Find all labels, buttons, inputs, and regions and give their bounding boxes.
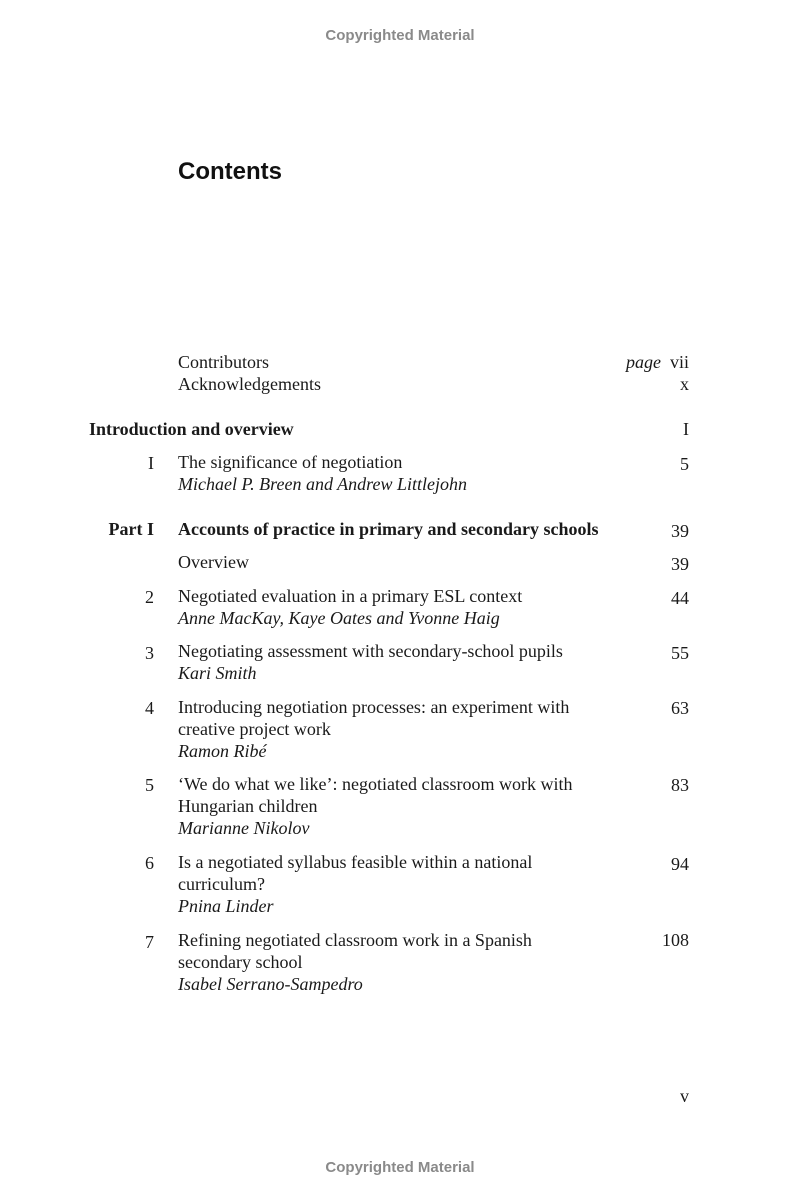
chapter-number: I — [148, 453, 154, 473]
toc-entry-page: I — [683, 419, 689, 439]
part-title: Accounts of practice in primary and secondary schools — [178, 519, 599, 539]
page-title: Contents — [178, 158, 282, 185]
chapter-number: 2 — [145, 587, 154, 607]
chapter-title-line: secondary school — [178, 952, 303, 972]
chapter-title: Negotiated evaluation in a primary ESL context — [178, 586, 523, 606]
toc-entry-page: 39 — [671, 554, 689, 574]
chapter-author: Ramon Ribé — [178, 741, 267, 761]
chapter-title-line: Refining negotiated classroom work in a Spanish — [178, 930, 532, 950]
chapter-page: 63 — [671, 698, 689, 718]
part-label: Part I — [108, 519, 154, 539]
chapter-author: Isabel Serrano-Sampedro — [178, 974, 363, 994]
chapter-page: 94 — [671, 854, 689, 874]
chapter-page: 55 — [671, 643, 689, 663]
chapter-title-line: Hungarian children — [178, 796, 318, 816]
part-page: 39 — [671, 521, 689, 541]
chapter-page: 5 — [680, 454, 689, 474]
toc-entry-title: Acknowledgements — [178, 374, 321, 394]
chapter-title-line: curriculum? — [178, 874, 265, 894]
chapter-title: The significance of negotiation — [178, 452, 403, 472]
watermark-top: Copyrighted Material — [325, 27, 475, 44]
chapter-author: Pnina Linder — [178, 896, 274, 916]
chapter-title-line: creative project work — [178, 719, 331, 739]
page-number: vii — [669, 352, 689, 372]
page-folio: v — [680, 1086, 689, 1106]
chapter-page: 83 — [671, 775, 689, 795]
chapter-number: 4 — [145, 698, 154, 718]
chapter-author: Michael P. Breen and Andrew Littlejohn — [178, 474, 467, 494]
chapter-title-line: ‘We do what we like’: negotiated classroom work with — [178, 774, 573, 794]
chapter-page: 44 — [671, 588, 689, 608]
chapter-author: Kari Smith — [178, 663, 257, 683]
page-prefix: page — [625, 352, 661, 372]
chapter-page: 108 — [662, 930, 689, 950]
watermark-bottom: Copyrighted Material — [325, 1159, 475, 1176]
chapter-title-line: Introducing negotiation processes: an experiment with — [178, 697, 570, 717]
chapter-number: 5 — [145, 775, 154, 795]
chapter-number: 6 — [145, 853, 154, 873]
toc-entry-title: Contributors — [178, 352, 270, 372]
chapter-number: 7 — [145, 932, 154, 952]
chapter-title: Negotiating assessment with secondary-school pupils — [178, 641, 563, 661]
toc-entry-page — [626, 351, 689, 373]
chapter-author: Marianne Nikolov — [178, 818, 310, 838]
chapter-author: Anne MacKay, Kaye Oates and Yvonne Haig — [178, 608, 500, 628]
chapter-title-line: Is a negotiated syllabus feasible within a national — [178, 852, 533, 872]
toc-entry-title: Introduction and overview — [89, 419, 294, 439]
toc-entry-page: x — [680, 374, 689, 394]
toc-entry-title: Overview — [178, 552, 249, 572]
chapter-number: 3 — [145, 643, 154, 663]
